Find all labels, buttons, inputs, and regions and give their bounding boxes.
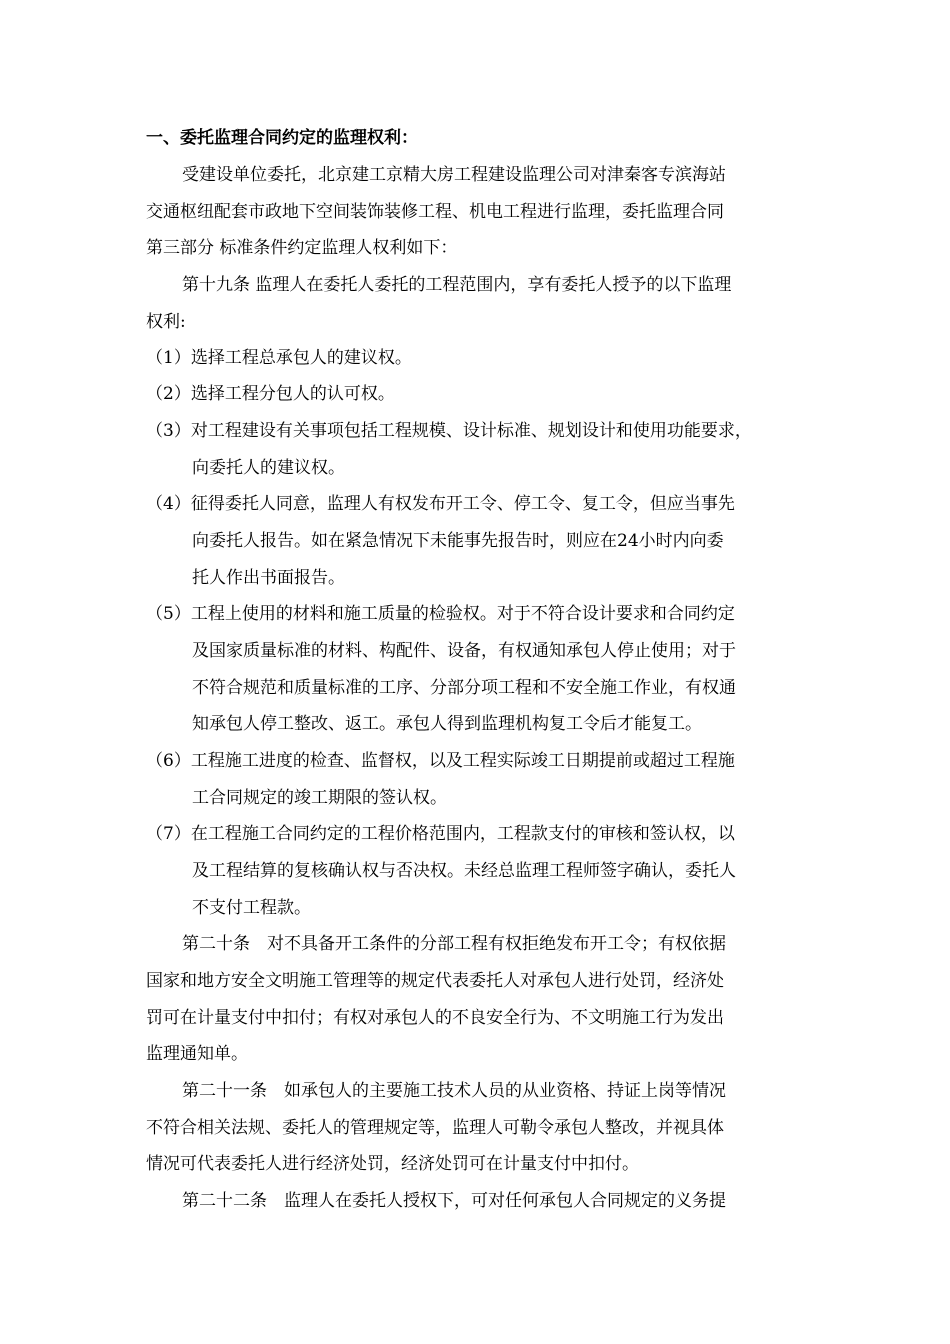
list-item-continuation: 不支付工程款。 — [192, 898, 311, 918]
article-line: 第二十一条 如承包人的主要施工技术人员的从业资格、持证上岗等情况 — [182, 1081, 726, 1101]
list-item: （7）在工程施工合同约定的工程价格范围内，工程款支付的审核和签认权，以 — [146, 824, 735, 844]
paragraph-line: 受建设单位委托，北京建工京精大房工程建设监理公司对津秦客专滨海站 — [182, 165, 726, 185]
list-item: （1）选择工程总承包人的建议权。 — [146, 348, 412, 368]
article-line: 第二十二条 监理人在委托人授权下，可对任何承包人合同规定的义务提 — [182, 1191, 726, 1211]
paragraph-line: 交通枢纽配套市政地下空间装饰装修工程、机电工程进行监理，委托监理合同 — [146, 202, 724, 222]
list-item-continuation: 知承包人停工整改、返工。承包人得到监理机构复工令后才能复工。 — [192, 714, 702, 734]
list-item: （4）征得委托人同意，监理人有权发布开工令、停工令、复工令，但应当事先 — [146, 494, 735, 514]
list-item-continuation: 及国家质量标准的材料、构配件、设备，有权通知承包人停止使用；对于 — [192, 641, 736, 661]
list-item: （2）选择工程分包人的认可权。 — [146, 384, 395, 404]
article-line: 监理通知单。 — [146, 1044, 248, 1064]
list-item-continuation: 托人作出书面报告。 — [192, 568, 345, 588]
article-line: 第十九条 监理人在委托人委托的工程范围内，享有委托人授予的以下监理 — [182, 275, 732, 295]
article-line: 不符合相关法规、委托人的管理规定等，监理人可勒令承包人整改，并视具体 — [146, 1118, 724, 1138]
list-item: （3）对工程建设有关事项包括工程规模、设计标准、规划设计和使用功能要求， — [146, 421, 752, 441]
list-item: （5）工程上使用的材料和施工质量的检验权。对于不符合设计要求和合同约定 — [146, 604, 735, 624]
list-item-continuation: 向委托人的建议权。 — [192, 458, 345, 478]
list-item-continuation: 向委托人报告。如在紧急情况下未能事先报告时，则应在24小时内向委 — [192, 531, 724, 551]
section-heading: 一、委托监理合同约定的监理权利： — [146, 128, 418, 148]
article-line: 罚可在计量支付中扣付；有权对承包人的不良安全行为、不文明施工行为发出 — [146, 1008, 724, 1028]
list-item-continuation: 及工程结算的复核确认权与否决权。未经总监理工程师签字确认，委托人 — [192, 861, 736, 881]
article-line: 第二十条 对不具备开工条件的分部工程有权拒绝发布开工令；有权依据 — [182, 934, 726, 954]
article-line: 权利: — [146, 312, 186, 332]
paragraph-line: 第三部分 标准条件约定监理人权利如下： — [146, 238, 458, 258]
list-item: （6）工程施工进度的检查、监督权，以及工程实际竣工日期提前或超过工程施 — [146, 751, 735, 771]
list-item-continuation: 工合同规定的竣工期限的签认权。 — [192, 788, 447, 808]
list-item-continuation: 不符合规范和质量标准的工序、分部分项工程和不安全施工作业，有权通 — [192, 678, 736, 698]
article-line: 国家和地方安全文明施工管理等的规定代表委托人对承包人进行处罚，经济处 — [146, 971, 724, 991]
article-line: 情况可代表委托人进行经济处罚，经济处罚可在计量支付中扣付。 — [146, 1154, 639, 1174]
